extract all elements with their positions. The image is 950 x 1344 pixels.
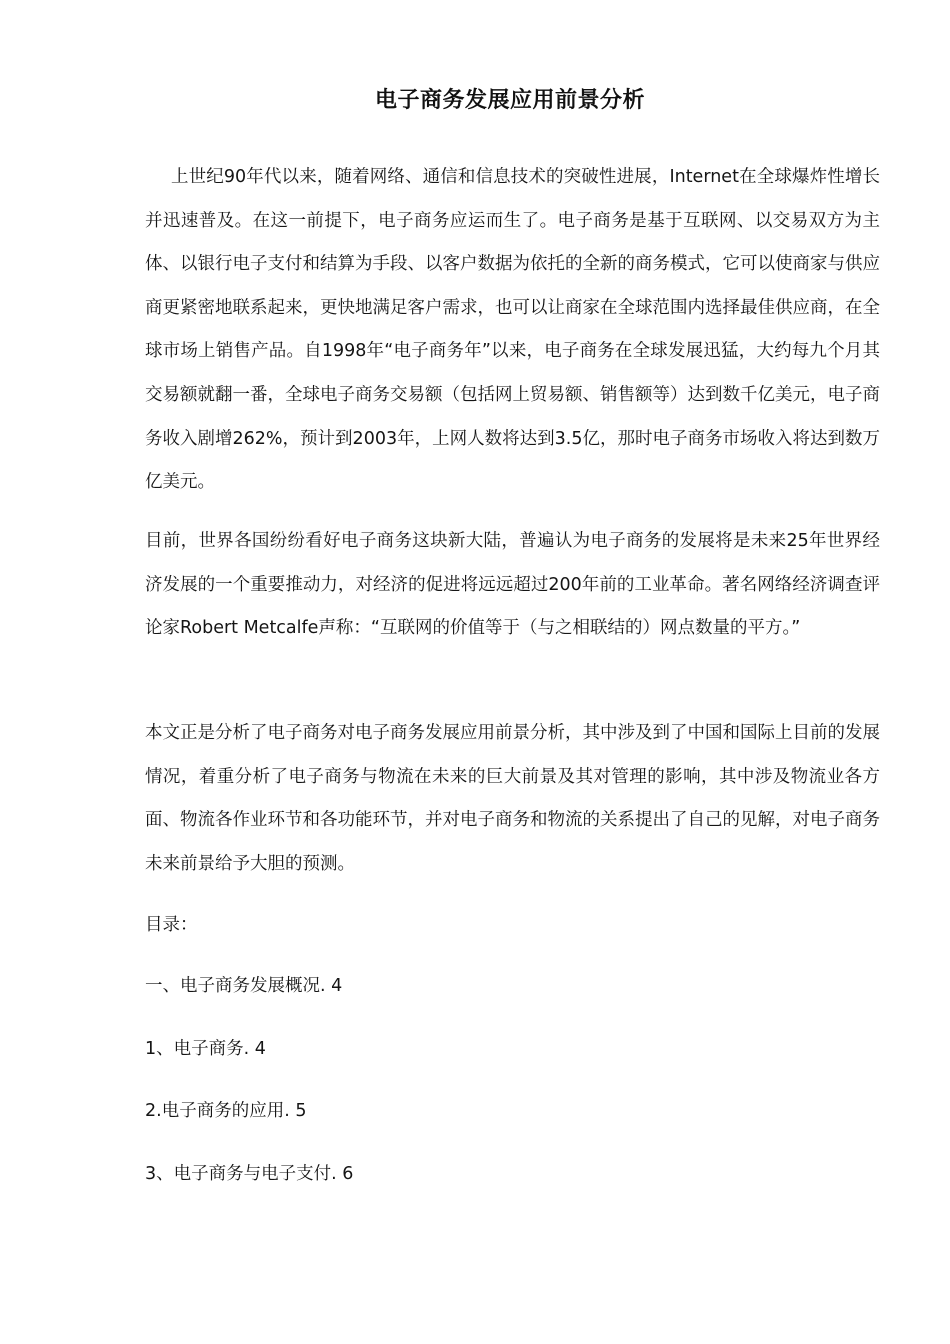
toc-item-2[interactable]: 1、电子商务. 4 <box>145 1039 266 1059</box>
toc-item-3[interactable]: 2.电子商务的应用. 5 <box>145 1101 307 1121</box>
toc-item-1[interactable]: 一、电子商务发展概况. 4 <box>145 976 343 996</box>
toc-heading: 目录： <box>145 915 198 935</box>
body-paragraph-1: 上世纪90年代以来，随着网络、通信和信息技术的突破性进展，Internet在全球爆炸性增长并迅速普及。在这一前提下，电子商务应运而生了。电子商务是基于互联网、以交易双方为主体、以银行电子支付和结算为手段、以客户数据为依托的全新的商务模式，它可以使商家与供应商更紧密地联系起来，更快地满足客户需求，也可以让商家在全球范围内选择最佳供应商，在全球市场上销售产品。自1998年“电子商务年”以来，电子商务在全球发展迅猛，大约每九个月其交易额就翻一番，全球电子商务交易额（包括网上贸易额、销售额等）达到数千亿美元，电子商务收入剧增262%，预计到2003年，上网人数将达到3.5亿，那时电子商务市场收入将达到数万亿美元。 <box>145 167 880 493</box>
body-paragraph-3: 本文正是分析了电子商务对电子商务发展应用前景分析，其中涉及到了中国和国际上目前的发展情况，着重分析了电子商务与物流在未来的巨大前景及其对管理的影响，其中涉及物流业各方面、物流各作业环节和各功能环节，并对电子商务和物流的关系提出了自己的见解，对电子商务未来前景给予大胆的预测。 <box>145 723 880 874</box>
body-paragraph-2: 目前，世界各国纷纷看好电子商务这块新大陆，普遍认为电子商务的发展将是未来25年世界经济发展的一个重要推动力，对经济的促进将远远超过200年前的工业革命。著名网络经济调查评论家Robert Metcalfe声称：“互联网的价值等于（与之相联结的）网点数量的平方。” <box>145 531 880 639</box>
document-title: 电子商务发展应用前景分析 <box>374 87 645 113</box>
toc-item-4[interactable]: 3、电子商务与电子支付. 6 <box>145 1164 354 1184</box>
